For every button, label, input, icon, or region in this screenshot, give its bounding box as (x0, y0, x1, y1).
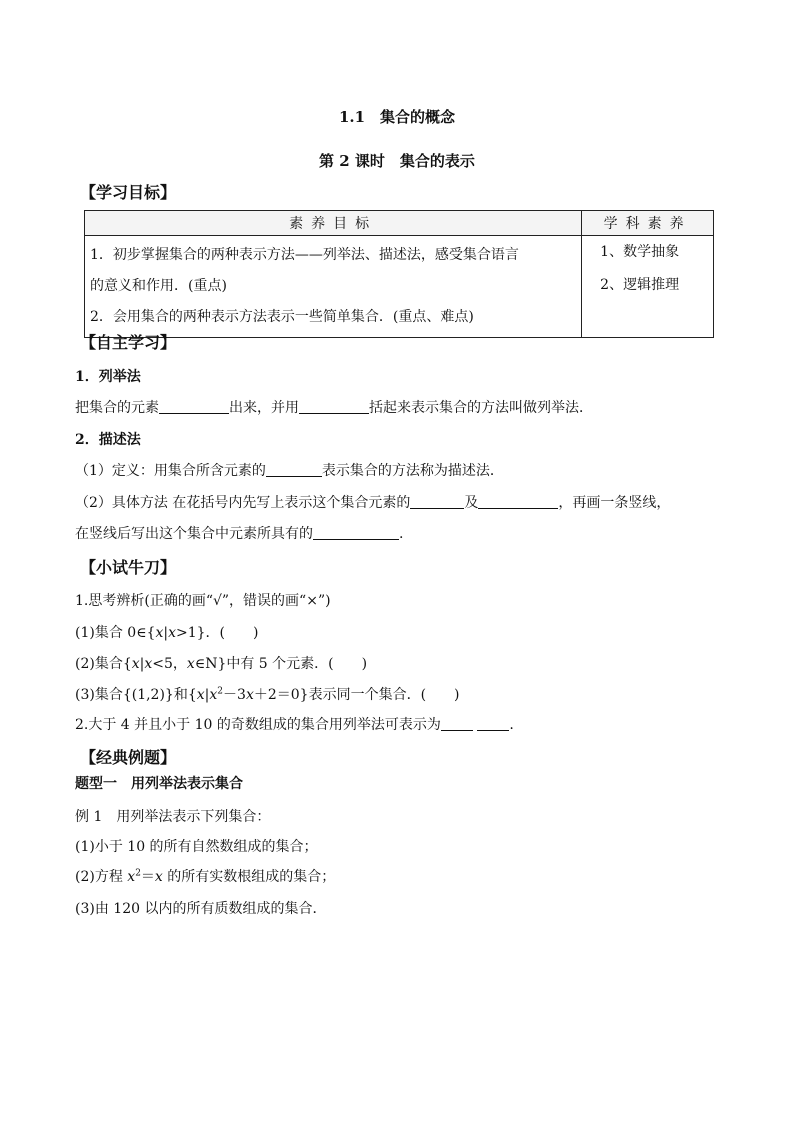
text-fragment: 在竖线后写出这个集合中元素所具有的 (75, 526, 313, 542)
superscript: 2 (217, 686, 224, 697)
text-fragment: 2.大于 4 并且小于 10 的奇数组成的集合用列举法可表示为 (75, 717, 441, 733)
description-method (75, 492, 670, 512)
text-fragment: 及 (464, 495, 479, 511)
subject-1: 1、数学抽象 (600, 244, 680, 260)
answer-blank (159, 399, 229, 414)
answer-blank (441, 716, 473, 731)
goals-heading: 【学习目标】 (80, 183, 177, 202)
example-1-item-1: (1)小于 10 的所有自然数组成的集合； (75, 839, 318, 855)
goals-table (84, 210, 714, 338)
answer-blank (266, 462, 322, 477)
math-var: x (144, 656, 153, 672)
text-fragment: 把集合的元素 (75, 400, 159, 416)
page-subtitle: 第 2 课时 集合的表示 (319, 152, 475, 170)
text-fragment: 出来，并用 (229, 400, 299, 416)
enumeration-title: 1．列举法 (75, 369, 141, 385)
enumeration-text (75, 397, 593, 417)
math-var: x (245, 687, 254, 703)
text-fragment: （1）定义：用集合所含元素的 (75, 463, 266, 479)
goals-table-header (85, 211, 714, 236)
description-method-cont (75, 523, 403, 543)
example-1: 例 1 用列举法表示下列集合： (75, 809, 271, 825)
subjects-cell (582, 236, 714, 338)
q1-item-1 (75, 622, 258, 642)
text-fragment: ∈N}中有 5 个元素．( ) (194, 656, 368, 672)
text-fragment: | (139, 656, 145, 672)
text-fragment: >1}．( ) (176, 625, 259, 641)
math-var: x (155, 625, 164, 641)
self-study-heading: 【自主学习】 (80, 333, 177, 352)
goal-line-2: 的意义和作用．(重点) (90, 278, 227, 294)
text-fragment: ＝ (140, 869, 155, 885)
math-var: x (127, 869, 136, 885)
description-title: 2．描述法 (75, 432, 141, 448)
text-fragment: <5， (152, 656, 187, 672)
col-goals-header: 素养目标 (85, 211, 582, 236)
examples-heading: 【经典例题】 (80, 748, 177, 767)
answer-blank (477, 716, 509, 731)
text-fragment: (1)集合 0∈{ (75, 625, 156, 641)
goals-table-row (85, 236, 714, 338)
text-fragment: －3 (223, 687, 246, 703)
col-subjects-header: 学科素养 (582, 211, 714, 236)
page-title: 1.1 集合的概念 (338, 108, 456, 126)
q1-intro: 1.思考辨析(正确的画“√”，错误的画“×”) (75, 593, 331, 609)
text-fragment: ＋2＝0}表示同一个集合．( ) (253, 687, 460, 703)
goal-line-1: 1．初步掌握集合的两种表示方法——列举法、描述法，感受集合语言 (90, 247, 519, 263)
text-fragment: 的所有实数根组成的集合； (162, 869, 336, 885)
goals-cell (85, 236, 582, 338)
math-var: x (186, 656, 195, 672)
math-var: x (209, 687, 218, 703)
subject-2: 2、逻辑推理 (600, 277, 680, 293)
description-definition (75, 460, 504, 480)
goal-line-3: 2．会用集合的两种表示方法表示一些简单集合．(重点、难点) (90, 309, 474, 325)
text-fragment: . (399, 526, 404, 542)
answer-blank (478, 494, 558, 509)
math-var: x (196, 687, 205, 703)
math-var: x (154, 869, 163, 885)
text-fragment: (2)方程 (75, 869, 128, 885)
text-fragment: 括起来表示集合的方法叫做列举法． (369, 400, 593, 416)
answer-blank (410, 494, 464, 509)
q1-item-2 (75, 653, 367, 673)
math-var: x (168, 625, 176, 641)
math-var: x (131, 656, 140, 672)
example-1-item-3: (3)由 120 以内的所有质数组成的集合． (75, 901, 327, 917)
text-fragment: (3)集合{(1,2)}和{ (75, 687, 197, 703)
type1-title: 题型一 用列举法表示集合 (75, 776, 243, 792)
text-fragment: (2)集合{ (75, 656, 132, 672)
answer-blank (299, 399, 369, 414)
q2-line (75, 714, 514, 734)
example-1-item-2 (75, 866, 335, 886)
text-fragment: | (163, 625, 169, 641)
q1-item-3 (75, 684, 460, 704)
text-fragment: | (204, 687, 210, 703)
text-fragment: ，再画一条竖线， (558, 495, 671, 511)
superscript: 2 (135, 868, 141, 879)
text-fragment: . (509, 717, 514, 733)
answer-blank (313, 525, 399, 540)
text-fragment: 表示集合的方法称为描述法． (321, 463, 504, 479)
quick-test-heading: 【小试牛刀】 (80, 558, 177, 577)
text-fragment: （2）具体方法 在花括号内先写上表示这个集合元素的 (75, 495, 411, 511)
